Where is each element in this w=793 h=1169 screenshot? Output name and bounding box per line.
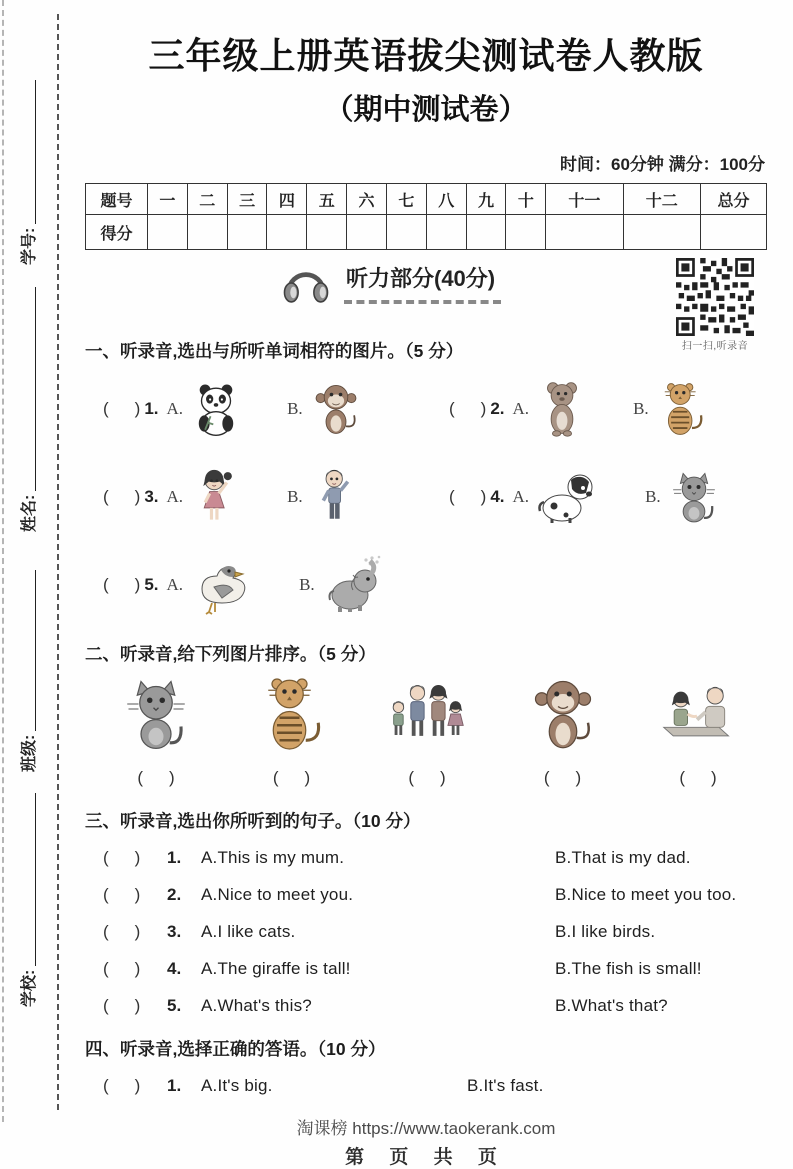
listening-heading: 听力部分(40分)	[344, 262, 501, 304]
question-number: 2.	[167, 885, 182, 904]
table-header-cell: 十一	[546, 184, 623, 215]
question-number: 1.	[167, 848, 182, 867]
score-cell[interactable]	[506, 215, 546, 250]
answer-bracket[interactable]: ( )	[449, 487, 487, 506]
reply-question-1	[85, 1076, 767, 1098]
cat-image	[116, 672, 196, 756]
tiger-image	[653, 377, 711, 441]
option-b-text: B.What's that?	[555, 996, 668, 1015]
section-three-title: 三、听录音,选出你所听到的句子。（10 分）	[85, 811, 421, 831]
question-row	[85, 367, 767, 451]
question-2	[421, 377, 767, 441]
girl-image	[187, 465, 245, 529]
footer-site-link[interactable]: 淘课榜 https://www.taokerank.com	[296, 1119, 556, 1138]
class-label: 班级:	[20, 734, 38, 772]
option-b-label: B.	[299, 575, 315, 594]
section-one-title: 一、听录音,选出与所听单词相符的图片。（5 分）	[85, 341, 464, 361]
sentence-question-3	[85, 922, 767, 944]
exam-paper	[85, 0, 767, 1169]
dog-image	[533, 465, 603, 529]
section-four-title: 四、听录音,选择正确的答语。（10 分）	[85, 1039, 386, 1059]
talking-kids-image	[658, 672, 738, 756]
option-a-text: A.What's this?	[201, 996, 312, 1015]
answer-bracket[interactable]: ( )	[103, 959, 141, 978]
score-cell[interactable]	[623, 215, 700, 250]
sidebar-field-class	[14, 570, 40, 772]
question-1	[85, 377, 421, 441]
question-number: 4.	[167, 959, 182, 978]
table-header-cell: 一	[148, 184, 188, 215]
tiger-image	[252, 672, 332, 756]
boy-image	[307, 465, 365, 529]
order-bracket[interactable]: ( )	[543, 768, 582, 787]
table-header-cell: 八	[426, 184, 466, 215]
table-header-cell: 十	[506, 184, 546, 215]
answer-bracket[interactable]: ( )	[103, 399, 141, 418]
score-cell[interactable]	[148, 215, 188, 250]
option-a-text: A.I like cats.	[201, 922, 296, 941]
score-cell[interactable]	[546, 215, 623, 250]
table-header-cell: 总分	[701, 184, 767, 215]
score-cell[interactable]	[227, 215, 267, 250]
student-number-fill-line[interactable]	[35, 80, 36, 224]
score-cell[interactable]	[701, 215, 767, 250]
option-b-label: B.	[287, 399, 303, 418]
sentence-question-2	[85, 885, 767, 907]
question-number: 3.	[144, 487, 159, 506]
table-header-cell: 题号	[86, 184, 148, 215]
monkey-image	[523, 672, 603, 756]
question-4	[421, 465, 767, 529]
table-header-cell: 十二	[623, 184, 700, 215]
sequence-item-tiger	[237, 672, 347, 788]
table-header-cell: 四	[267, 184, 307, 215]
sequence-item-family	[372, 672, 482, 788]
question-row	[85, 455, 767, 539]
score-cell[interactable]	[347, 215, 387, 250]
answer-bracket[interactable]: ( )	[103, 885, 141, 904]
answer-bracket[interactable]: ( )	[103, 996, 141, 1015]
order-bracket[interactable]: ( )	[679, 768, 717, 787]
school-label: 学校:	[20, 969, 38, 1007]
option-b-text: B.It's fast.	[467, 1076, 544, 1095]
option-a-label: A.	[166, 487, 184, 506]
option-a-label: A.	[166, 575, 184, 594]
question-number: 4.	[490, 487, 505, 506]
question-number: 2.	[490, 399, 505, 418]
binding-dashed-line	[57, 14, 59, 1110]
bird-image	[187, 553, 257, 617]
question-number: 1.	[144, 399, 159, 418]
score-table-header-row	[86, 184, 767, 215]
option-a-label: A.	[512, 487, 530, 506]
score-cell[interactable]	[307, 215, 347, 250]
table-header-cell: 七	[386, 184, 426, 215]
option-b-label: B.	[645, 487, 661, 506]
sequence-item-cat	[101, 672, 211, 788]
order-bracket[interactable]: ( )	[408, 768, 446, 787]
headphones-icon	[280, 262, 332, 304]
option-a-label: A.	[512, 399, 530, 418]
table-header-cell: 二	[187, 184, 227, 215]
table-header-cell: 九	[466, 184, 506, 215]
question-number: 3.	[167, 922, 182, 941]
page-title: 三年级上册英语拔尖测试卷人教版	[148, 36, 704, 77]
sidebar-field-student-number	[14, 80, 40, 265]
name-fill-line[interactable]	[35, 287, 36, 491]
order-bracket[interactable]: ( )	[137, 768, 175, 787]
score-row-label: 得分	[86, 215, 148, 250]
footer-page-label: 第 页 共 页	[345, 1147, 507, 1168]
answer-bracket[interactable]: ( )	[103, 848, 141, 867]
question-3	[85, 465, 421, 529]
question-row	[85, 543, 767, 627]
option-a-text: A.Nice to meet you.	[201, 885, 354, 904]
name-label: 姓名:	[20, 494, 38, 532]
sentence-question-5	[85, 996, 767, 1018]
panda-image	[187, 377, 245, 441]
order-bracket[interactable]: ( )	[272, 768, 311, 787]
school-fill-line[interactable]	[35, 793, 36, 966]
answer-bracket[interactable]: ( )	[449, 399, 487, 418]
score-cell[interactable]	[386, 215, 426, 250]
table-header-cell: 六	[347, 184, 387, 215]
score-cell[interactable]	[267, 215, 307, 250]
class-fill-line[interactable]	[35, 570, 36, 731]
score-table-score-row	[86, 215, 767, 250]
sequence-item-monkey	[508, 672, 618, 788]
qr-caption: 扫一扫,听录音	[681, 341, 749, 352]
cat-image	[665, 465, 723, 529]
option-b-text: B.Nice to meet you too.	[555, 885, 737, 904]
sidebar-field-school	[14, 793, 40, 1007]
answer-bracket[interactable]: ( )	[103, 575, 141, 594]
page-edge-dashed-line	[2, 0, 4, 1122]
option-a-text: A.The giraffe is tall!	[201, 959, 351, 978]
page-footer	[85, 1114, 767, 1169]
answer-bracket[interactable]: ( )	[103, 922, 141, 941]
score-cell[interactable]	[187, 215, 227, 250]
family-image	[387, 672, 467, 756]
option-a-label: A.	[166, 399, 184, 418]
table-header-cell: 三	[227, 184, 267, 215]
option-b-text: B.The fish is small!	[555, 959, 702, 978]
question-number: 5.	[167, 996, 182, 1015]
option-b-text: B.I like birds.	[555, 922, 656, 941]
sidebar-field-name	[14, 287, 40, 532]
sentence-question-1	[85, 848, 767, 870]
score-cell[interactable]	[426, 215, 466, 250]
sequence-images-row	[85, 666, 767, 788]
score-table	[85, 183, 767, 250]
page-subtitle: （期中测试卷）	[324, 92, 528, 126]
question-5	[85, 553, 421, 617]
score-cell[interactable]	[466, 215, 506, 250]
option-b-label: B.	[633, 399, 649, 418]
sentence-question-4	[85, 959, 767, 981]
exam-meta: 时间：60分钟 满分：100分	[560, 155, 765, 174]
elephant-image	[319, 553, 389, 617]
question-number: 5.	[144, 575, 159, 594]
answer-bracket[interactable]: ( )	[103, 487, 141, 506]
option-b-text: B.That is my dad.	[555, 848, 691, 867]
option-b-label: B.	[287, 487, 303, 506]
qr-code-image	[671, 258, 759, 336]
option-a-text: A.It's big.	[201, 1076, 273, 1095]
table-header-cell: 五	[307, 184, 347, 215]
question-number: 1.	[167, 1076, 182, 1095]
sequence-item-talking-kids	[643, 672, 753, 788]
answer-bracket[interactable]: ( )	[103, 1076, 141, 1095]
qr-code-block	[667, 258, 763, 352]
section-two-title: 二、听录音,给下列图片排序。（5 分）	[85, 644, 376, 664]
student-number-label: 学号:	[20, 227, 38, 265]
option-a-text: A.This is my mum.	[201, 848, 345, 867]
bear-image	[533, 377, 591, 441]
monkey-image	[307, 377, 365, 441]
